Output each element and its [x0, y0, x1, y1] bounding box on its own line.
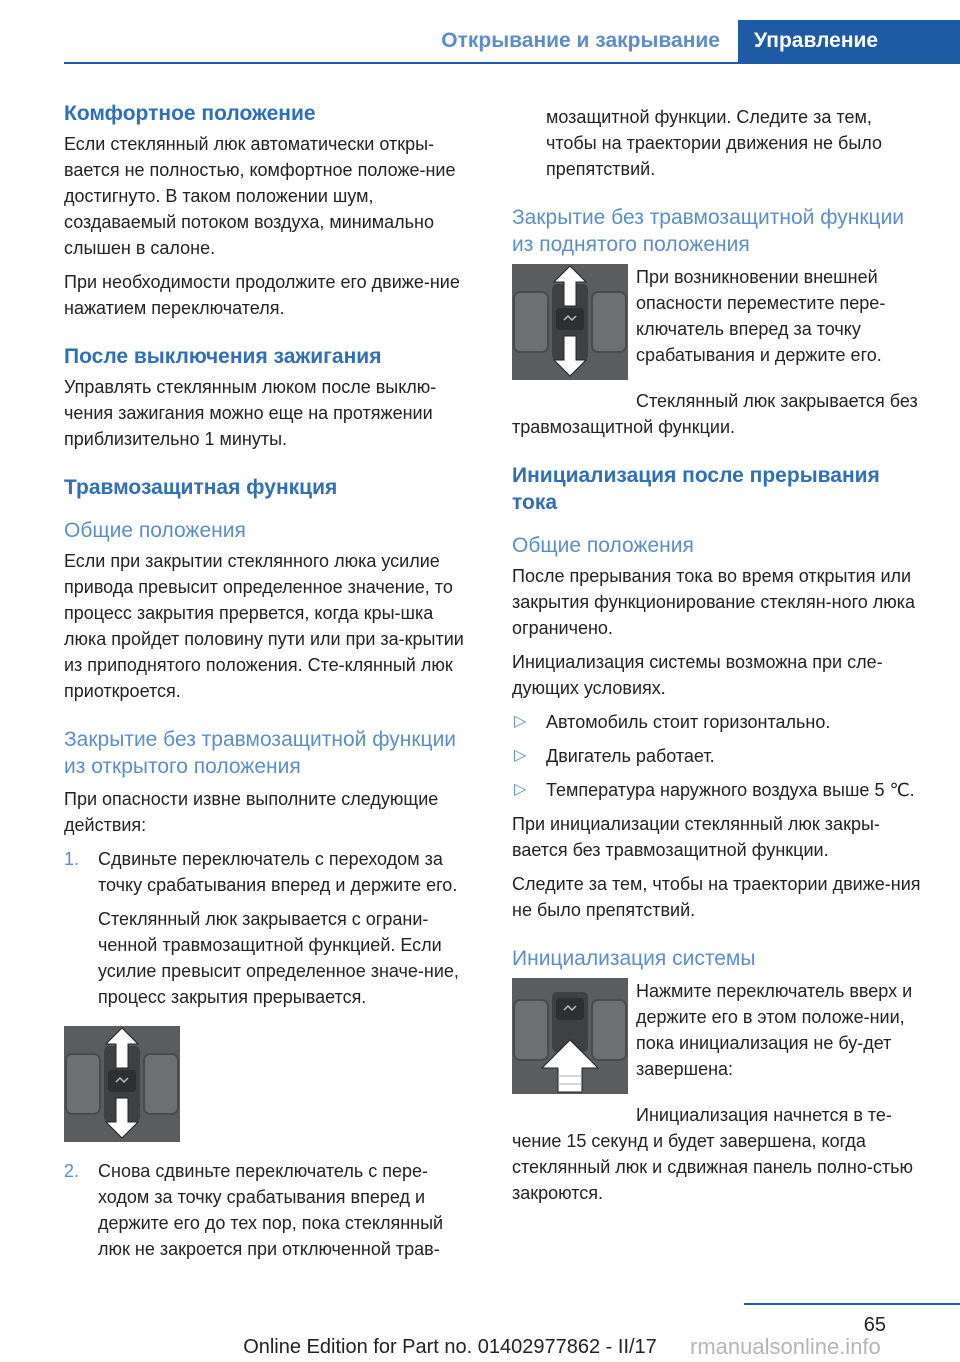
- init-paragraph-4: Следите за тем, чтобы на траектории движе-ния не было препятствий.: [512, 874, 921, 920]
- step-text: Сдвиньте переключатель с переходом за точку срабатывания вперед и держите его.: [98, 849, 458, 895]
- step-note: Стеклянный люк закрывается с ограни-ченной травмозащитной функцией. Если усилие превысит определенное значе-ние, процесс закрытия прерывается.: [98, 909, 459, 1007]
- right-column: [512, 104, 924, 1206]
- step-2: [64, 1158, 476, 1262]
- page-number: 65: [863, 1314, 886, 1336]
- step-number: 1.: [64, 849, 80, 869]
- header-chapter-tab[interactable]: Управление: [738, 20, 960, 62]
- bullet-icon: ▷: [514, 747, 527, 764]
- init-paragraph-1: После прерывания тока во время открытия или закрытия функционирование стеклян-ного люка ограничено.: [512, 566, 916, 638]
- bullet-icon: ▷: [514, 713, 527, 730]
- close-open-heading: Закрытие без травмозащитной функции из открытого положения: [64, 728, 457, 778]
- init-paragraph-2: Инициализация системы возможна при сле-дующих условиях.: [512, 652, 883, 698]
- close-raised-paragraph-2: Стеклянный люк закрывается без травмозащитной функции.: [512, 391, 918, 437]
- left-column: [64, 100, 476, 1262]
- header-section-title: Открывание и закрывание: [441, 29, 720, 52]
- switch-push-forward-photo: [64, 1026, 180, 1142]
- comfort-paragraph-1: Если стеклянный люк автоматически откры-вается не полностью, комфортное положе-ние достигнуто. В таком положении шум, создаваемый потоком воздуха, минимально слышен в салоне.: [64, 134, 456, 258]
- ignition-heading: После выключения зажигания: [64, 345, 382, 368]
- step-1: [64, 846, 476, 1010]
- comfort-heading: Комфортное положение: [64, 102, 316, 125]
- init-system-heading: Инициализация системы: [512, 947, 756, 970]
- general-heading: Общие положения: [64, 519, 246, 542]
- list-item-text: Двигатель работает.: [546, 746, 715, 766]
- list-item: [512, 777, 924, 803]
- step-2-continuation: мозащитной функции. Следите за тем, чтобы на траектории движения не было препятствий.: [546, 107, 882, 179]
- ignition-paragraph: Управлять стеклянным люком после выклю-чения зажигания можно еще на протяжении приблизительно 1 минуты.: [64, 377, 437, 449]
- init-paragraph-3: При инициализации стеклянный люк закры-вается без травмозащитной функции.: [512, 814, 880, 860]
- watermark: rmanualsonline.info: [690, 1334, 881, 1359]
- close-raised-figure-block: [512, 264, 924, 380]
- init-system-paragraph-1: Нажмите переключатель вверх и держите его в этом положе-нии, пока инициализация не бу-дет завершена:: [636, 981, 913, 1079]
- list-item: [512, 743, 924, 769]
- switch-forward-backward-photo: [512, 264, 628, 380]
- init-system-paragraph-2: Инициализация начнется в те-чение 15 секунд и будет завершена, когда стеклянный люк и сдвижная панель полно-стью закроются.: [512, 1105, 913, 1203]
- list-item-text: Температура наружного воздуха выше 5 ℃.: [546, 780, 915, 800]
- pinch-protection-heading: Травмозащитная функция: [64, 476, 338, 499]
- list-item-text: Автомобиль стоит горизонтально.: [546, 712, 831, 732]
- header-divider: [64, 62, 960, 64]
- general-paragraph: Если при закрытии стеклянного люка усилие привода превысит определенное значение, то процесс закрытия прервется, когда кры-шка люка пройдет половину пути или при за-крытии из приподнятого положения. Сте-клянный люк приоткроется.: [64, 551, 464, 701]
- init-system-figure-block: [512, 978, 924, 1094]
- comfort-paragraph-2: При необходимости продолжите его движе-ние нажатием переключателя.: [64, 272, 460, 318]
- init-general-heading: Общие положения: [512, 534, 694, 557]
- list-item: [512, 709, 924, 735]
- step-text: Снова сдвиньте переключатель с пере-ходом за точку срабатывания вперед и держите его до тех пор, пока стеклянный люк не закроется при отключенной трав-: [98, 1161, 444, 1259]
- footer-divider: [744, 1303, 960, 1305]
- close-raised-paragraph-1: При возникновении внешней опасности переместите пере-ключатель вперед за точку срабатывания и держите его.: [636, 267, 886, 365]
- edition-footer: Online Edition for Part no. 01402977862 - II/17: [243, 1336, 657, 1358]
- step-number: 2.: [64, 1161, 80, 1181]
- switch-push-up-photo: [512, 978, 628, 1094]
- bullet-icon: ▷: [514, 781, 527, 798]
- close-raised-heading: Закрытие без травмозащитной функции из поднятого положения: [512, 206, 905, 256]
- init-power-heading: Инициализация после прерывания тока: [512, 464, 880, 514]
- close-open-paragraph: При опасности извне выполните следующие действия:: [64, 789, 439, 835]
